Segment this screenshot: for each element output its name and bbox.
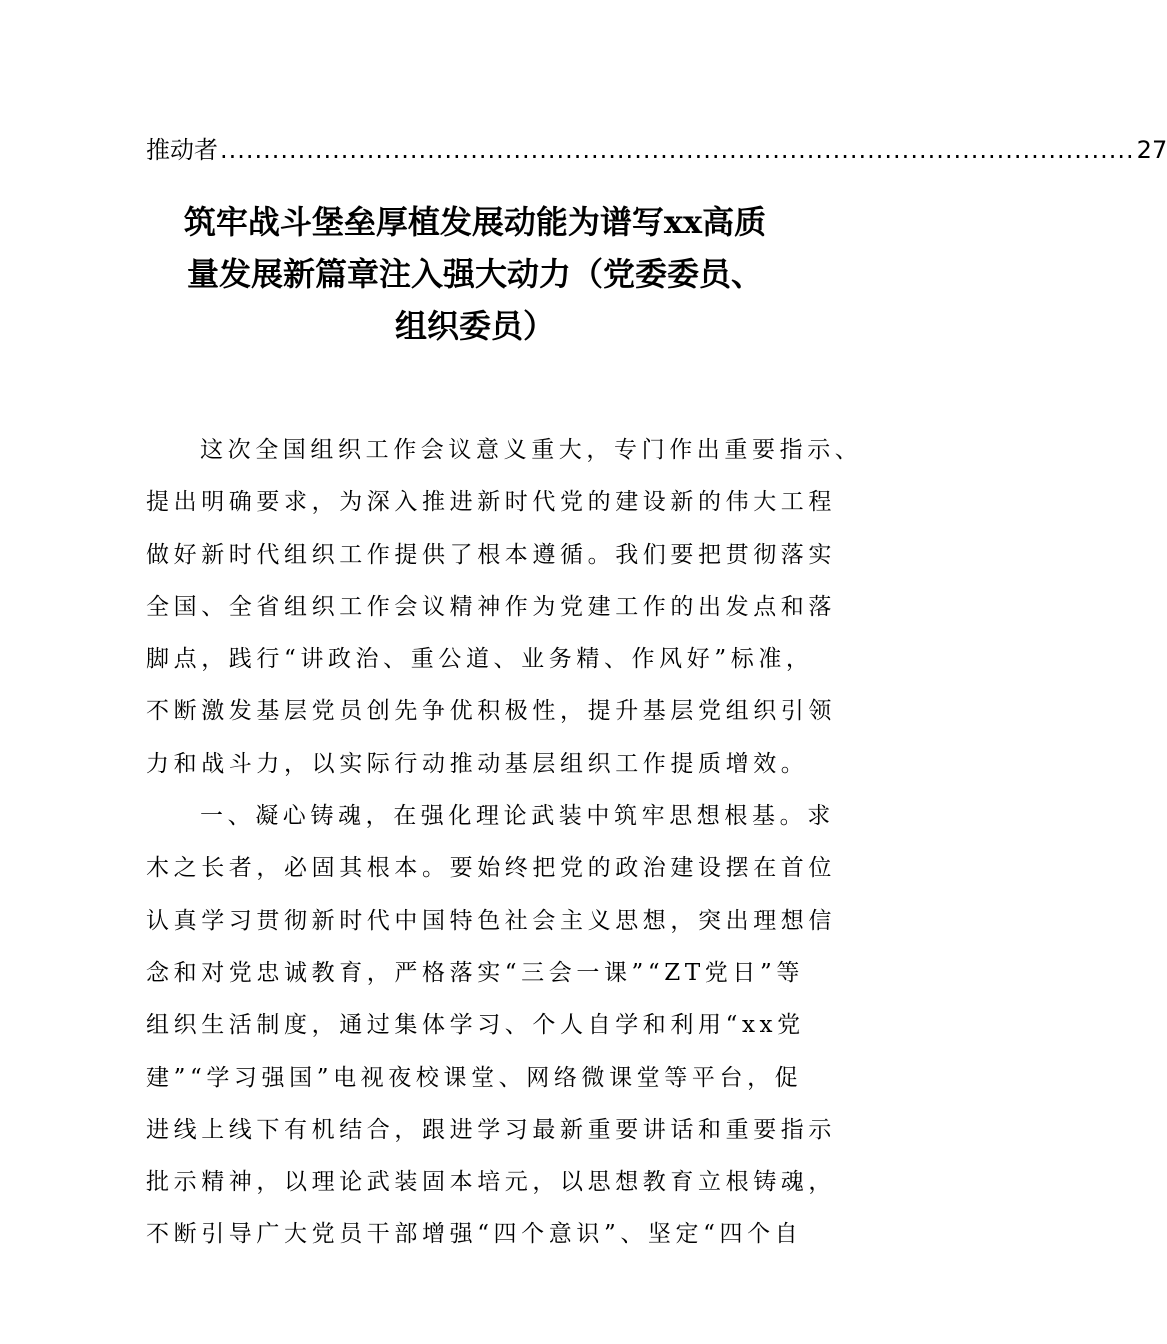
title-line-3: 组织委员） [394, 307, 555, 345]
body-paragraph-1-line: 提出明确要求，为深入推进新时代党的建设新的伟大工程 [146, 489, 836, 516]
body-paragraph-1-line: 这次全国组织工作会议意义重大，专门作出重要指示、 [200, 437, 863, 463]
body-paragraph-1-line: 全国、全省组织工作会议精神作为党建工作的出发点和落 [146, 593, 836, 620]
toc-entry[interactable] [146, 128, 1167, 172]
toc-entry-text: 推动者 [146, 136, 218, 164]
body-paragraph-2-line: 一、凝心铸魂，在强化理论武装中筑牢思想根基。求 [200, 803, 835, 830]
title-line-1: 筑牢战斗堡垒厚植发展动能为谱写xx高质 [183, 203, 767, 241]
body-paragraph-2-line: 进线上线下有机结合，跟进学习最新重要讲话和重要指示 [146, 1116, 836, 1143]
document-title [130, 196, 820, 352]
body-paragraph-2-line: 建”“学习强国”电视夜校课堂、网络微课堂等平台，促 [146, 1064, 803, 1091]
title-line-2: 量发展新篇章注入强大动力（党委委员、 [186, 255, 763, 293]
toc-leader-dots: .......................................................................................................... [220, 136, 1135, 164]
toc-page-number: 27 [1136, 136, 1167, 164]
document-body [146, 424, 863, 1261]
body-paragraph-1-line: 做好新时代组织工作提供了根本遵循。我们要把贯彻落实 [146, 541, 836, 568]
body-paragraph-1-line: 脚点，践行“讲政治、重公道、业务精、作风好”标准， [146, 646, 814, 673]
body-paragraph-2-line: 念和对党忠诚教育，严格落实“三会一课”“ZT党日”等 [146, 959, 804, 986]
body-paragraph-2-line: 不断引导广大党员干部增强“四个意识”、坚定“四个自 [146, 1221, 803, 1248]
body-paragraph-1-line: 不断激发基层党员创先争优积极性，提升基层党组织引领 [146, 698, 836, 725]
body-paragraph-2-line: 批示精神，以理论武装固本培元，以思想教育立根铸魂， [146, 1169, 836, 1196]
body-paragraph-2-line: 木之长者，必固其根本。要始终把党的政治建设摆在首位 [146, 855, 836, 882]
body-paragraph-1-line: 力和战斗力，以实际行动推动基层组织工作提质增效。 [146, 750, 809, 777]
body-paragraph-2-line: 认真学习贯彻新时代中国特色社会主义思想，突出理想信 [146, 907, 836, 934]
body-paragraph-2-line: 组织生活制度，通过集体学习、个人自学和利用“xx党 [146, 1012, 805, 1039]
